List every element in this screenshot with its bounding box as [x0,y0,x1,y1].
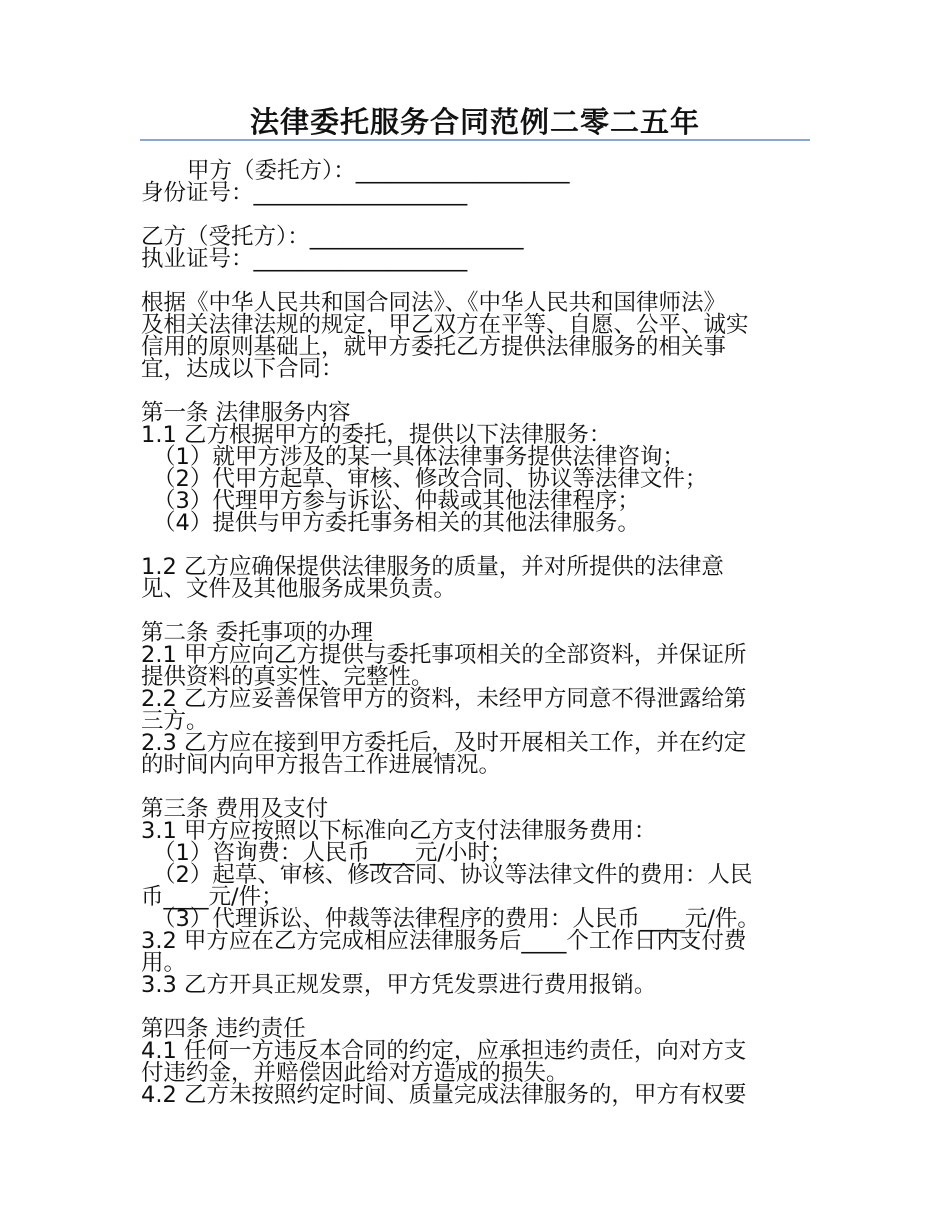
party-b-license-line: 执业证号：___________________ [141,246,468,272]
clause-line: 2.3 乙方应在接到甲方委托后，及时开展相关工作，并在约定 [141,730,747,756]
clause-line: 三方。 [141,708,209,734]
list-item: （4）提供与甲方委托事务相关的其他法律服务。 [153,510,640,536]
article-1-heading: 第一条 法律服务内容 [141,400,351,426]
article-2-heading: 第二条 委托事项的办理 [141,620,374,646]
party-a-id-line: 身份证号：___________________ [141,180,468,206]
list-item: （2）代甲方起草、审核、修改合同、协议等法律文件； [153,466,708,492]
clause-line: 2.2 乙方应妥善保管甲方的资料，未经甲方同意不得泄露给第 [141,686,747,712]
list-item-continuation: 币____元/件； [141,884,284,910]
clause-line: 3.1 甲方应按照以下标准向乙方支付法律服务费用： [141,818,657,844]
list-item: （2）起草、审核、修改合同、协议等法律文件的费用：人民 [153,862,753,888]
clause-line: 的时间内向甲方报告工作进展情况。 [141,752,502,778]
clause-line: 3.3 乙方开具正规发票，甲方凭发票进行费用报销。 [141,972,657,998]
title-underline [140,139,810,141]
preamble-line: 及相关法律法规的规定，甲乙双方在平等、自愿、公平、诚实 [141,312,749,338]
list-item: （1）咨询费：人民币____元/小时； [153,840,513,866]
clause-line: 用。 [141,950,187,976]
party-a-line: 甲方（委托方）：___________________ [187,158,570,184]
article-4-heading: 第四条 违约责任 [141,1016,306,1042]
clause-line: 3.2 甲方应在乙方完成相应法律服务后____个工作日内支付费 [141,928,747,954]
document-body [141,160,813,1106]
preamble-line: 信用的原则基础上，就甲方委托乙方提供法律服务的相关事 [141,334,727,360]
list-item: （3）代理甲方参与诉讼、仲裁或其他法律程序； [153,488,640,514]
clause-line: 4.1 任何一方违反本合同的约定，应承担违约责任，向对方支 [141,1038,747,1064]
clause-line: 1.2 乙方应确保提供法律服务的质量，并对所提供的法律意 [141,554,724,580]
clause-line: 4.2 乙方未按照约定时间、质量完成法律服务的，甲方有权要 [141,1082,747,1108]
document-title: 法律委托服务合同范例二零二五年 [249,105,700,139]
preamble-line: 根据《中华人民共和国合同法》、《中华人民共和国律师法》 [141,290,727,316]
clause-line: 1.1 乙方根据甲方的委托，提供以下法律服务： [141,422,612,448]
party-b-line: 乙方（受托方）：___________________ [141,224,524,250]
clause-line: 付违约金，并赔偿因此给对方造成的损失。 [141,1060,569,1086]
preamble-line: 宜，达成以下合同： [141,356,344,382]
clause-line: 2.1 甲方应向乙方提供与委托事项相关的全部资料，并保证所 [141,642,747,668]
article-3-heading: 第三条 费用及支付 [141,796,329,822]
clause-line: 提供资料的真实性、完整性。 [141,664,434,690]
list-item: （3）代理诉讼、仲裁等法律程序的费用：人民币____元/件。 [153,906,760,932]
list-item: （1）就甲方涉及的某一具体法律事务提供法律咨询； [153,444,685,470]
clause-line: 见、文件及其他服务成果负责。 [141,576,457,602]
